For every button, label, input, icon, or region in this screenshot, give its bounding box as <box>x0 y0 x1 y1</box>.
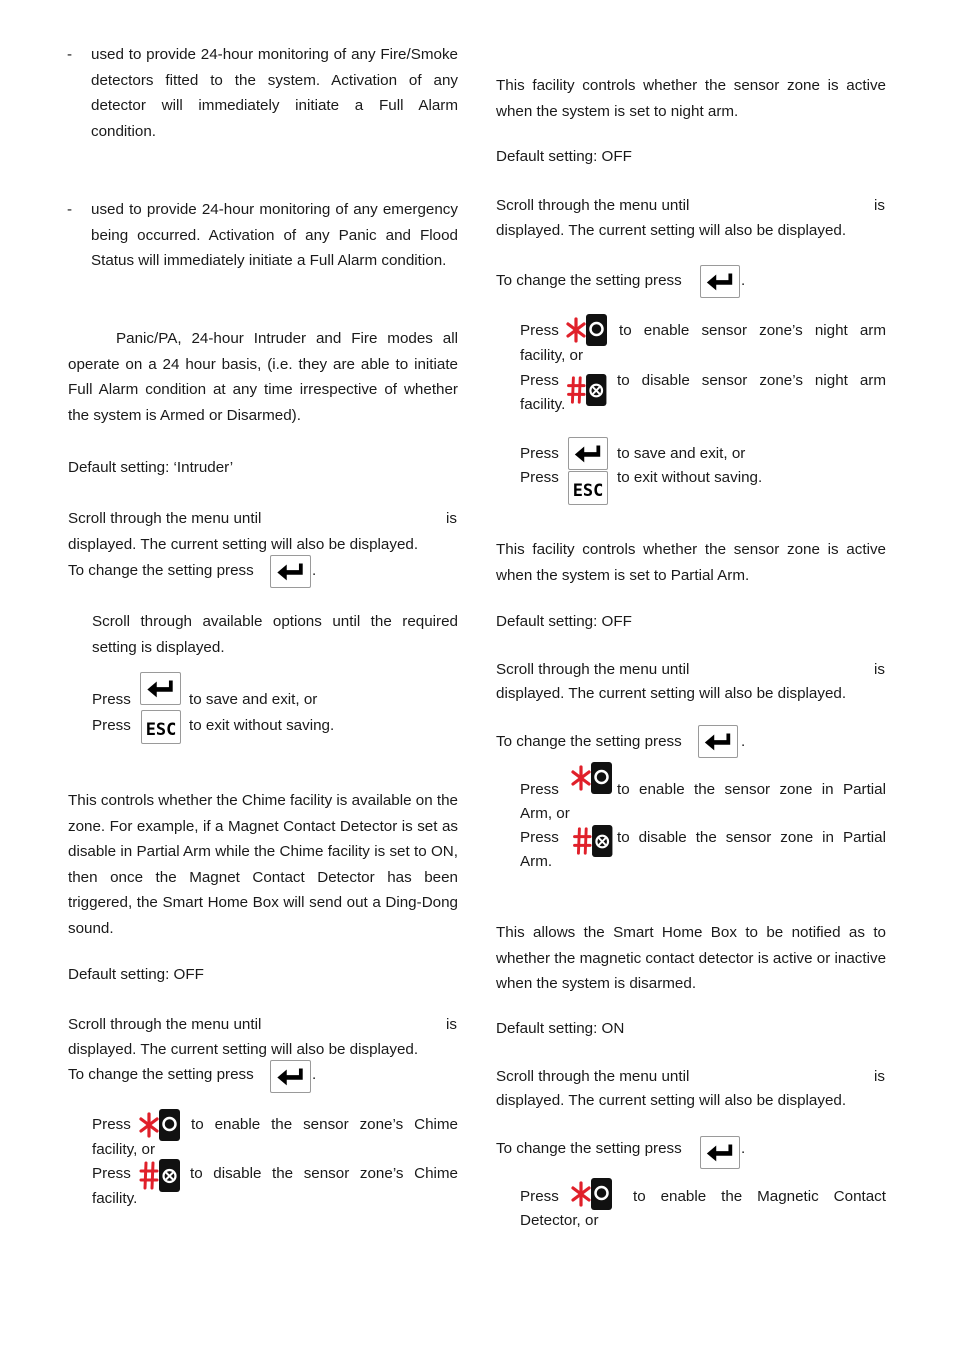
night-disable-text-2: facility. <box>520 396 566 413</box>
displayed-text: displayed. The current setting will also be displayed. <box>496 685 847 702</box>
to-change-text: To change the setting press <box>496 733 682 750</box>
scroll-text: Scroll through the menu until <box>496 197 690 214</box>
scroll-text: Scroll through the menu until <box>68 1016 262 1033</box>
chime-enable-text: to enable the sensor zone’s Chime <box>191 1116 458 1133</box>
press-label: Press <box>520 372 559 389</box>
exit-nosave-text: to exit without saving. <box>189 717 335 734</box>
night-disable-text: to disable sensor zone’s night arm <box>617 372 886 389</box>
to-change-text: To change the setting press <box>68 1066 254 1083</box>
partial-disable-text-2: Arm. <box>520 853 553 870</box>
default-off-text: Default setting: OFF <box>496 613 632 630</box>
press-label: Press <box>520 322 559 339</box>
scroll-text: Scroll through the menu until <box>496 1068 690 1085</box>
default-off-text: Default setting: OFF <box>496 148 632 165</box>
to-change-text: To change the setting press <box>68 562 254 579</box>
is-text: is <box>874 197 885 214</box>
period-text: . <box>312 1066 317 1083</box>
save-exit-text: to save and exit, or <box>189 691 318 708</box>
esc-key-icon <box>141 710 181 744</box>
press-label: Press <box>520 469 559 486</box>
press-label: Press <box>92 717 131 734</box>
press-label: Press <box>92 691 131 708</box>
night-desc-text: This facility controls whether the sensor zone is active when the system is set to night arm. <box>496 77 886 120</box>
partial-enable-text: to enable the sensor zone in Partial <box>617 781 886 798</box>
star-key-icon <box>571 761 613 795</box>
note-text: Panic/PA, 24-hour Intruder and Fire modes all operate on a 24 hour basis, (i.e. they are able to initiate Full Alarm condition at any time irrespective of whether the system is Armed or Disarmed). <box>68 330 458 424</box>
period-text: . <box>741 733 746 750</box>
press-label: Press <box>92 1165 131 1182</box>
save-exit-text: to save and exit, or <box>617 445 746 462</box>
chime-disable-text: to disable the sensor zone’s Chime <box>190 1165 458 1182</box>
hash-key-icon <box>566 373 608 407</box>
scroll-options-text: Scroll through available options until the required setting is displayed. <box>92 613 458 656</box>
is-text: is <box>446 1016 457 1033</box>
partial-enable-text-2: Arm, or <box>520 805 570 822</box>
press-label: Press <box>520 1188 559 1205</box>
default-on-text: Default setting: ON <box>496 1020 625 1037</box>
displayed-text: displayed. The current setting will also be displayed. <box>68 1041 419 1058</box>
enter-key-icon <box>270 1060 311 1093</box>
star-key-icon <box>566 313 608 347</box>
night-enable-text-2: facility, or <box>520 347 584 364</box>
esc-label: ESC <box>572 480 604 500</box>
to-change-text: To change the setting press <box>496 1140 682 1157</box>
period-text: . <box>741 1140 746 1157</box>
is-text: is <box>446 510 457 527</box>
night-enable-text: to enable sensor zone’s night arm <box>619 322 886 339</box>
partial-desc-text: This facility controls whether the sensor zone is active when the system is set to Partial Arm. <box>496 541 886 584</box>
default-off-text: Default setting: OFF <box>68 966 204 983</box>
press-label: Press <box>520 781 559 798</box>
displayed-text: displayed. The current setting will also be displayed. <box>496 222 847 239</box>
esc-label: ESC <box>145 719 177 739</box>
list-dash: - <box>67 201 73 218</box>
chime-desc-text: This controls whether the Chime facility is available on the zone. For example, if a Magnet Contact Detector is set as disable in Partial Arm while the Chime facility is set to ON, then once the Magnet Contact Detector has been triggered, the Smart Home Box will send out a Ding-Dong sound. <box>68 792 458 937</box>
enter-key-icon <box>700 265 740 298</box>
magnetic-enable-text: to enable the Magnetic Contact <box>633 1188 886 1205</box>
period-text: . <box>312 562 317 579</box>
enter-key-icon <box>140 672 181 705</box>
press-label: Press <box>92 1116 131 1133</box>
list-dash: - <box>67 46 73 63</box>
is-text: is <box>874 661 885 678</box>
panic-item-text: used to provide 24-hour monitoring of any emergency being occurred. Activation of any Panic and Flood Status will immediately initiate a Full Alarm condition. <box>91 201 458 269</box>
chime-disable-text-2: facility. <box>92 1190 138 1207</box>
default-mode-text: Default setting: ‘Intruder’ <box>68 459 234 476</box>
star-key-icon <box>571 1177 613 1211</box>
esc-key-icon <box>568 471 608 505</box>
scroll-text: Scroll through the menu until <box>496 661 690 678</box>
press-label: Press <box>520 445 559 462</box>
exit-nosave-text: to exit without saving. <box>617 469 763 486</box>
fire-item-text: used to provide 24-hour monitoring of any Fire/Smoke detectors fitted to the system. Activation of any detector will immediately initiate a Full Alarm condition. <box>91 46 458 140</box>
hash-key-icon <box>139 1158 181 1193</box>
displayed-text: displayed. The current setting will also be displayed. <box>496 1092 847 1109</box>
press-label: Press <box>520 829 559 846</box>
is-text: is <box>874 1068 885 1085</box>
enter-key-icon <box>698 725 738 758</box>
enter-key-icon <box>270 555 311 588</box>
hash-key-icon <box>572 824 614 858</box>
chime-enable-text-2: facility, or <box>92 1141 156 1158</box>
to-change-text: To change the setting press <box>496 272 682 289</box>
disarm-desc-text: This allows the Smart Home Box to be notified as to whether the magnetic contact detector is active or inactive when the system is disarmed. <box>496 924 887 992</box>
enter-key-icon <box>700 1136 740 1169</box>
displayed-text: displayed. The current setting will also be displayed. <box>68 536 419 553</box>
enter-key-icon <box>568 437 608 470</box>
period-text: . <box>741 272 746 289</box>
partial-disable-text: to disable the sensor zone in Partial <box>617 829 886 846</box>
scroll-text: Scroll through the menu until <box>68 510 262 527</box>
magnetic-enable-text-2: Detector, or <box>520 1212 599 1229</box>
